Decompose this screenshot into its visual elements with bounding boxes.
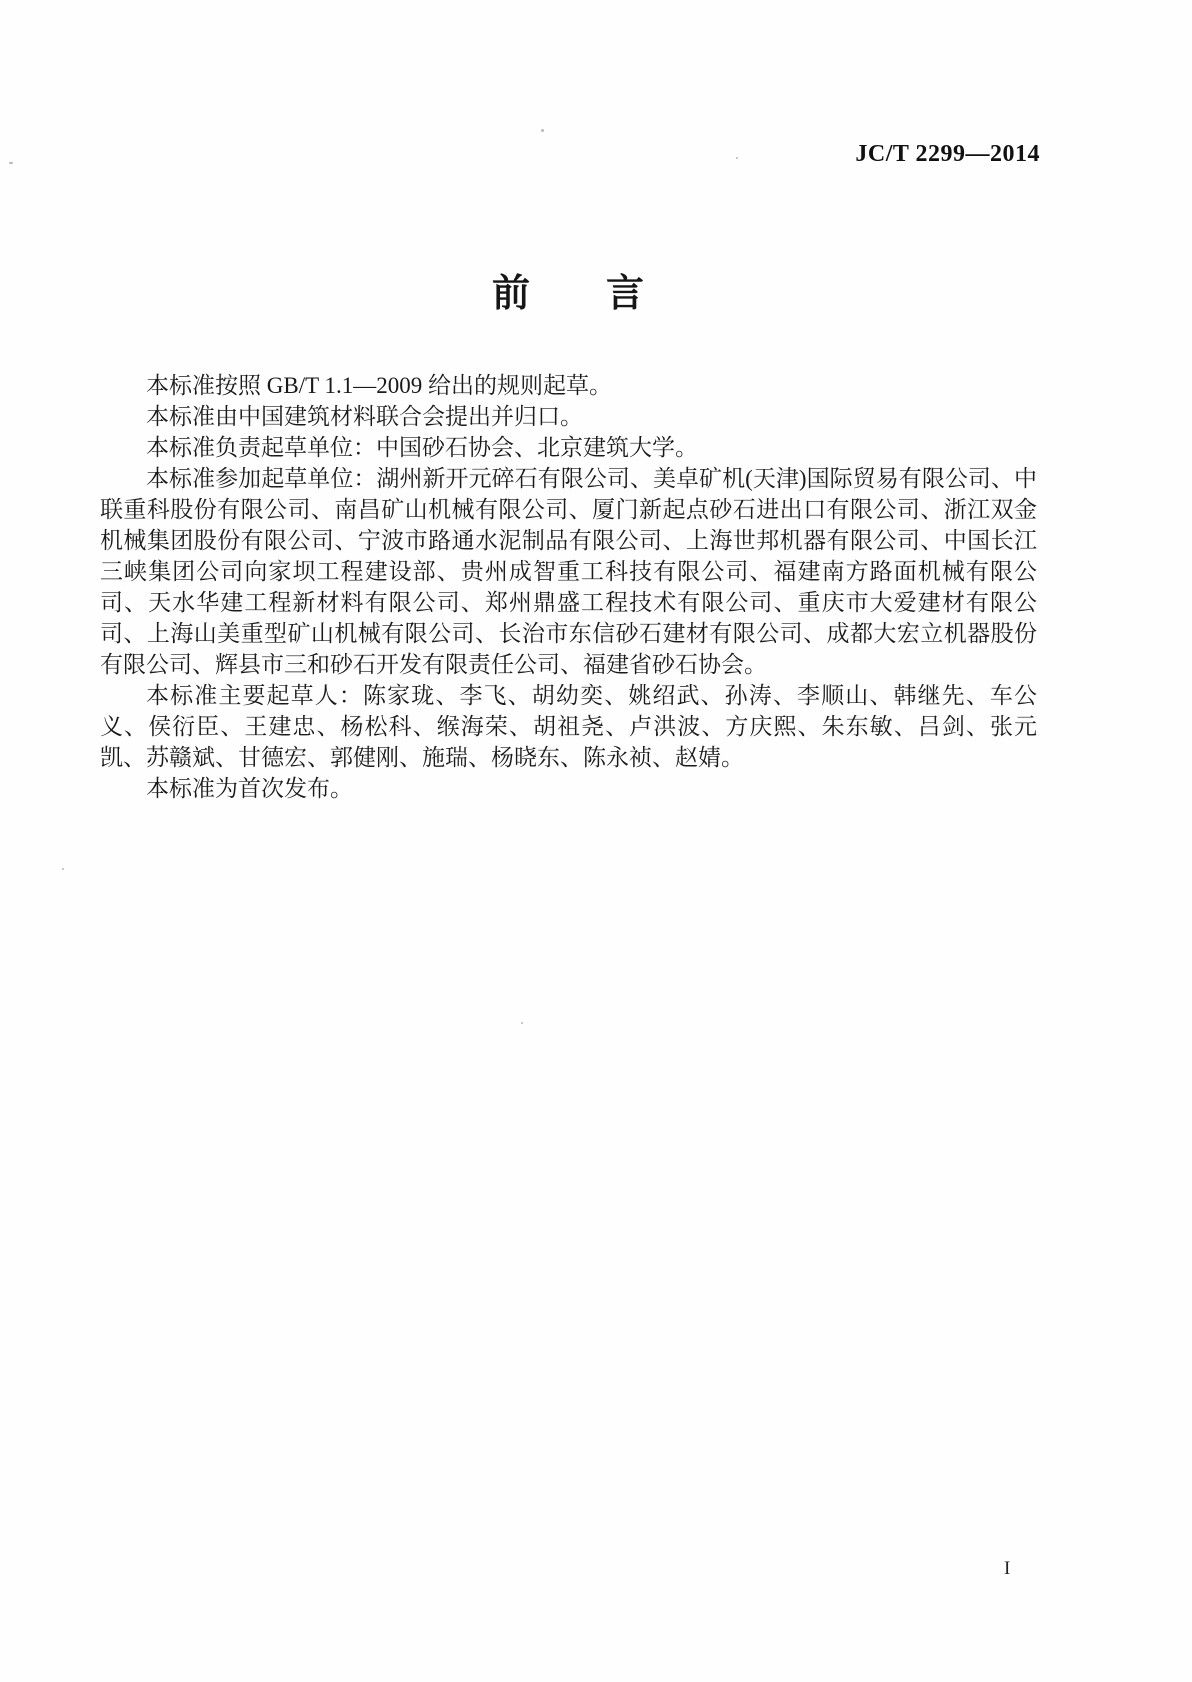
scan-artifact — [9, 162, 13, 164]
foreword-body — [100, 370, 1037, 804]
page-title: 前 言 — [491, 273, 644, 315]
paragraph-basis: 本标准按照 GB/T 1.1—2009 给出的规则起草。 — [146, 373, 612, 398]
paragraph-proposer: 本标准由中国建筑材料联合会提出并归口。 — [146, 404, 583, 429]
paragraph-main-drafters: 本标准主要起草人：陈家珑、李飞、胡幼奕、姚绍武、孙涛、李顺山、韩继先、车公义、侯衍臣、王建忠、杨松科、缑海荣、胡祖尧、卢洪波、方庆熙、朱东敏、吕剑、张元凯、苏赣斌、甘德宏、郭健刚、施瑞、杨晓东、陈永祯、赵婧。 — [100, 683, 1037, 770]
scan-artifact — [62, 868, 64, 870]
paragraph-participating-units: 本标准参加起草单位：湖州新开元碎石有限公司、美卓矿机(天津)国际贸易有限公司、中联重科股份有限公司、南昌矿山机械有限公司、厦门新起点砂石进出口有限公司、浙江双金机械集团股份有限公司、宁波市路通水泥制品有限公司、上海世邦机器有限公司、中国长江三峡集团公司向家坝工程建设部、贵州成智重工科技有限公司、福建南方路面机械有限公司、天水华建工程新材料有限公司、郑州鼎盛工程技术有限公司、重庆市大爱建材有限公司、上海山美重型矿山机械有限公司、长治市东信砂石建材有限公司、成都大宏立机器股份有限公司、辉县市三和砂石开发有限责任公司、福建省砂石协会。 — [100, 466, 1037, 677]
standard-code: JC/T 2299—2014 — [855, 141, 1040, 167]
paragraph-first-issue: 本标准为首次发布。 — [146, 776, 353, 801]
paragraph-lead-drafting-units: 本标准负责起草单位：中国砂石协会、北京建筑大学。 — [146, 435, 698, 460]
scan-artifact — [736, 157, 738, 159]
scan-artifact — [521, 1022, 523, 1024]
scan-artifact — [541, 129, 544, 132]
page-number: I — [1004, 1558, 1011, 1579]
